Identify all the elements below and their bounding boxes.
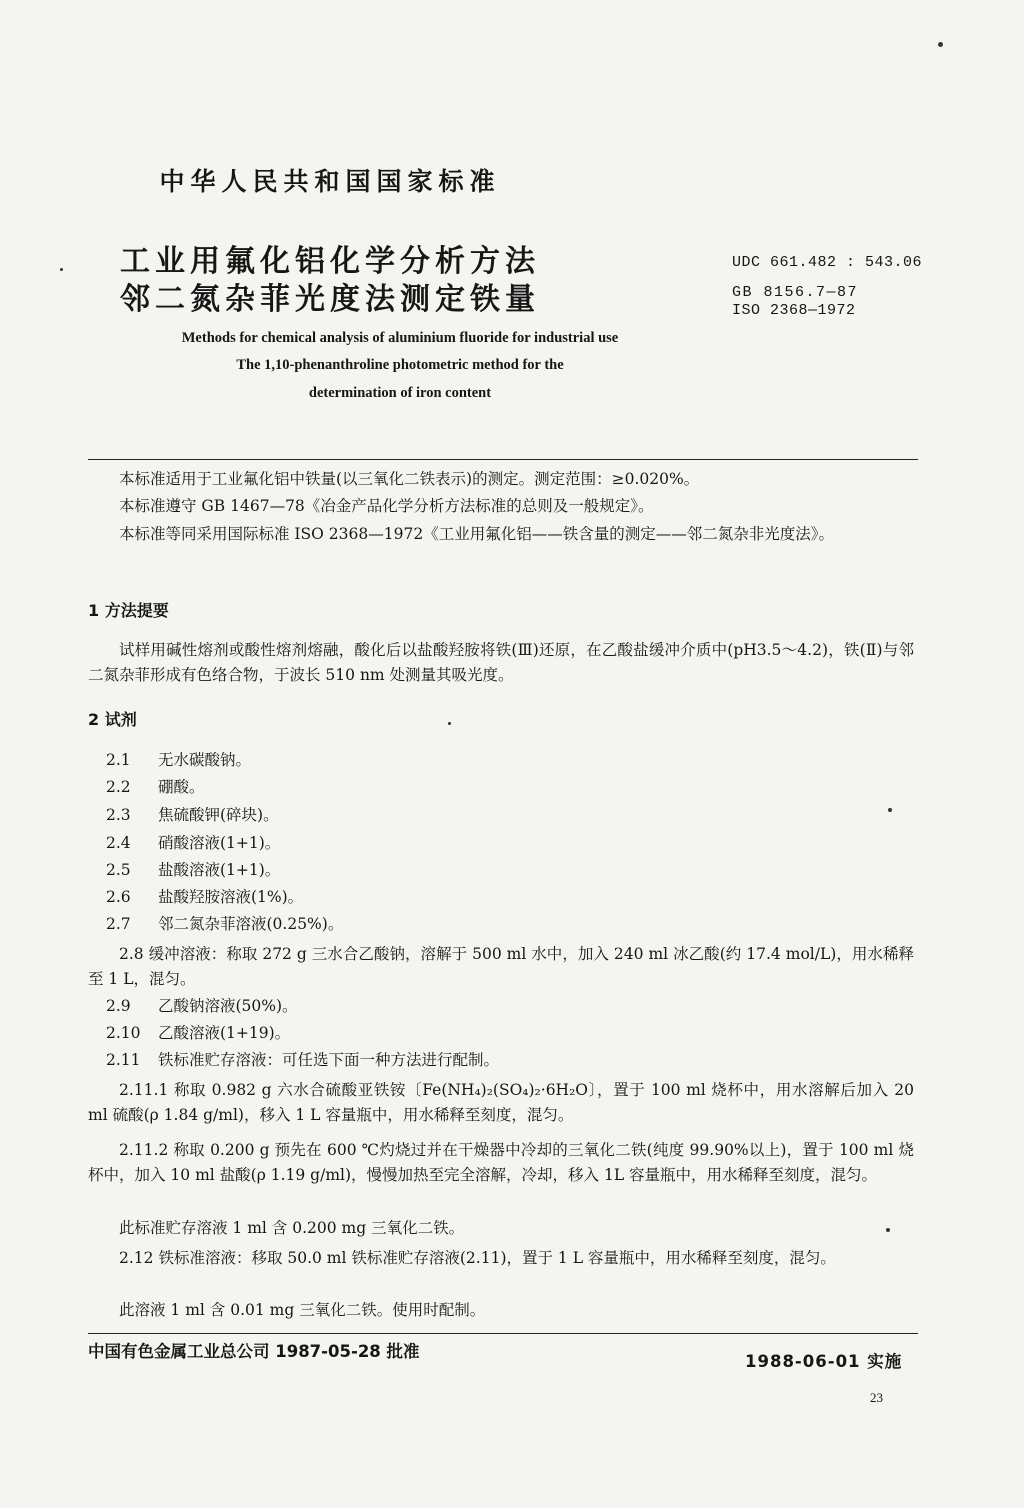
english-title-line1: Methods for chemical analysis of aluminium fluoride for industrial use [181,330,619,346]
item-text: 乙酸钠溶液(50%)。 [158,997,298,1015]
scan-speck [888,808,892,812]
intro-paragraph-scope: 本标准适用于工业氟化铝中铁量(以三氧化二铁表示)的测定。测定范围：≥0.020%。 [119,470,700,488]
document-title-line1: 工业用氟化铝化学分析方法 [120,244,540,279]
reagent-item [106,831,914,856]
scan-speck [60,268,63,271]
reagent-item [106,775,914,800]
reagent-item-2-11-2: 2.11.2 称取 0.200 g 预先在 600 ℃灼烧过并在干燥器中冷却的三氧化二铁(纯度 99.90%以上)，置于 100 ml 烧杯中，加入 10 ml 盐酸(ρ 1.19 g/ml)，慢慢加热至完全溶解，冷却，移入 1L 容量瓶中，用水稀释至刻度，混匀。 [88,1141,914,1184]
item-number: 2.7 [106,915,131,933]
item-text: 无水碳酸钠。 [158,751,252,769]
item-text: 盐酸羟胺溶液(1%)。 [158,888,304,906]
item-number: 2.2 [106,778,131,796]
item-text: 硝酸溶液(1+1)。 [158,834,281,852]
item-number: 2.6 [106,888,131,906]
reagent-item [106,885,914,910]
footer-divider [88,1333,918,1334]
reagent-note-2-12: 此溶液 1 ml 含 0.01 mg 三氧化二铁。使用时配制。 [119,1301,486,1319]
english-title-line3: determination of iron content [308,385,492,401]
intro-paragraph-compliance: 本标准遵守 GB 1467—78《冶金产品化学分析方法标准的总则及一般规定》。 [119,497,654,515]
reagent-item-2-12: 2.12 铁标准溶液：移取 50.0 ml 铁标准贮存溶液(2.11)，置于 1 L 容量瓶中，用水稀释至刻度，混匀。 [119,1249,836,1267]
item-text: 焦硫酸钾(碎块)。 [158,806,279,824]
reagent-item [106,1048,914,1073]
scan-speck [938,42,943,47]
item-text: 邻二氮杂菲溶液(0.25%)。 [158,915,344,933]
item-number: 2.10 [106,1024,141,1042]
udc-code: UDC 661.482 : 543.06 [732,254,923,271]
header-divider [88,459,918,460]
english-title-line2: The 1,10-phenanthroline photometric method for the [236,357,564,373]
intro-paragraph-equivalence: 本标准等同采用国际标准 ISO 2368—1972《工业用氟化铝——铁含量的测定——邻二氮杂非光度法》。 [119,525,834,543]
reagent-item [106,1021,914,1046]
item-text: 盐酸溶液(1+1)。 [158,861,281,879]
reagent-item-2-11-1: 2.11.1 称取 0.982 g 六水合硫酸亚铁铵〔Fe(NH₄)₂(SO₄)₂·6H₂O〕，置于 100 ml 烧杯中，用水溶解后加入 20 ml 硫酸(ρ 1.84 g/ml)，移入 1 L 容量瓶中，用水稀释至刻度，混匀。 [88,1081,914,1124]
reagent-item [106,803,914,828]
item-number: 2.1 [106,751,131,769]
item-number: 2.5 [106,861,131,879]
reagent-item-2-8: 2.8 缓冲溶液：称取 272 g 三水合乙酸钠，溶解于 500 ml 水中，加入 240 ml 冰乙酸(约 17.4 mol/L)，用水稀释至 1 L，混匀。 [88,945,914,988]
reagent-item [106,858,914,883]
section-1-text: 试样用碱性熔剂或酸性熔剂熔融，酸化后以盐酸羟胺将铁(Ⅲ)还原，在乙酸盐缓冲介质中(pH3.5～4.2)，铁(Ⅱ)与邻二氮杂菲形成有色络合物，于波长 510 nm 处测量其吸光度。 [88,641,914,684]
page-number: 23 [870,1390,883,1405]
section-2-heading: 2 试剂 [88,710,137,729]
national-standard-heading: 中华人民共和国国家标准 [159,167,501,196]
item-text: 乙酸溶液(1+19)。 [158,1024,291,1042]
item-number: 2.9 [106,997,131,1015]
approval-note: 中国有色金属工业总公司 1987-05-28 批准 [88,1342,420,1361]
reagent-note-2-11: 此标准贮存溶液 1 ml 含 0.200 mg 三氧化二铁。 [119,1219,465,1237]
item-text: 硼酸。 [158,778,205,796]
iso-code: ISO 2368—1972 [732,302,856,319]
gb-code: GB 8156.7—87 [732,284,859,301]
section-1-heading: 1 方法提要 [88,601,169,620]
implementation-date: 1988-06-01 实施 [745,1352,903,1371]
scan-speck [448,722,451,725]
reagent-item [106,912,914,937]
item-number: 2.4 [106,834,131,852]
item-number: 2.11 [106,1051,141,1069]
item-text: 铁标准贮存溶液：可任选下面一种方法进行配制。 [158,1051,500,1069]
item-number: 2.3 [106,806,131,824]
reagent-item [106,748,914,773]
scan-speck [886,1228,890,1232]
document-title-line2: 邻二氮杂菲光度法测定铁量 [120,282,540,317]
reagent-item [106,994,914,1019]
